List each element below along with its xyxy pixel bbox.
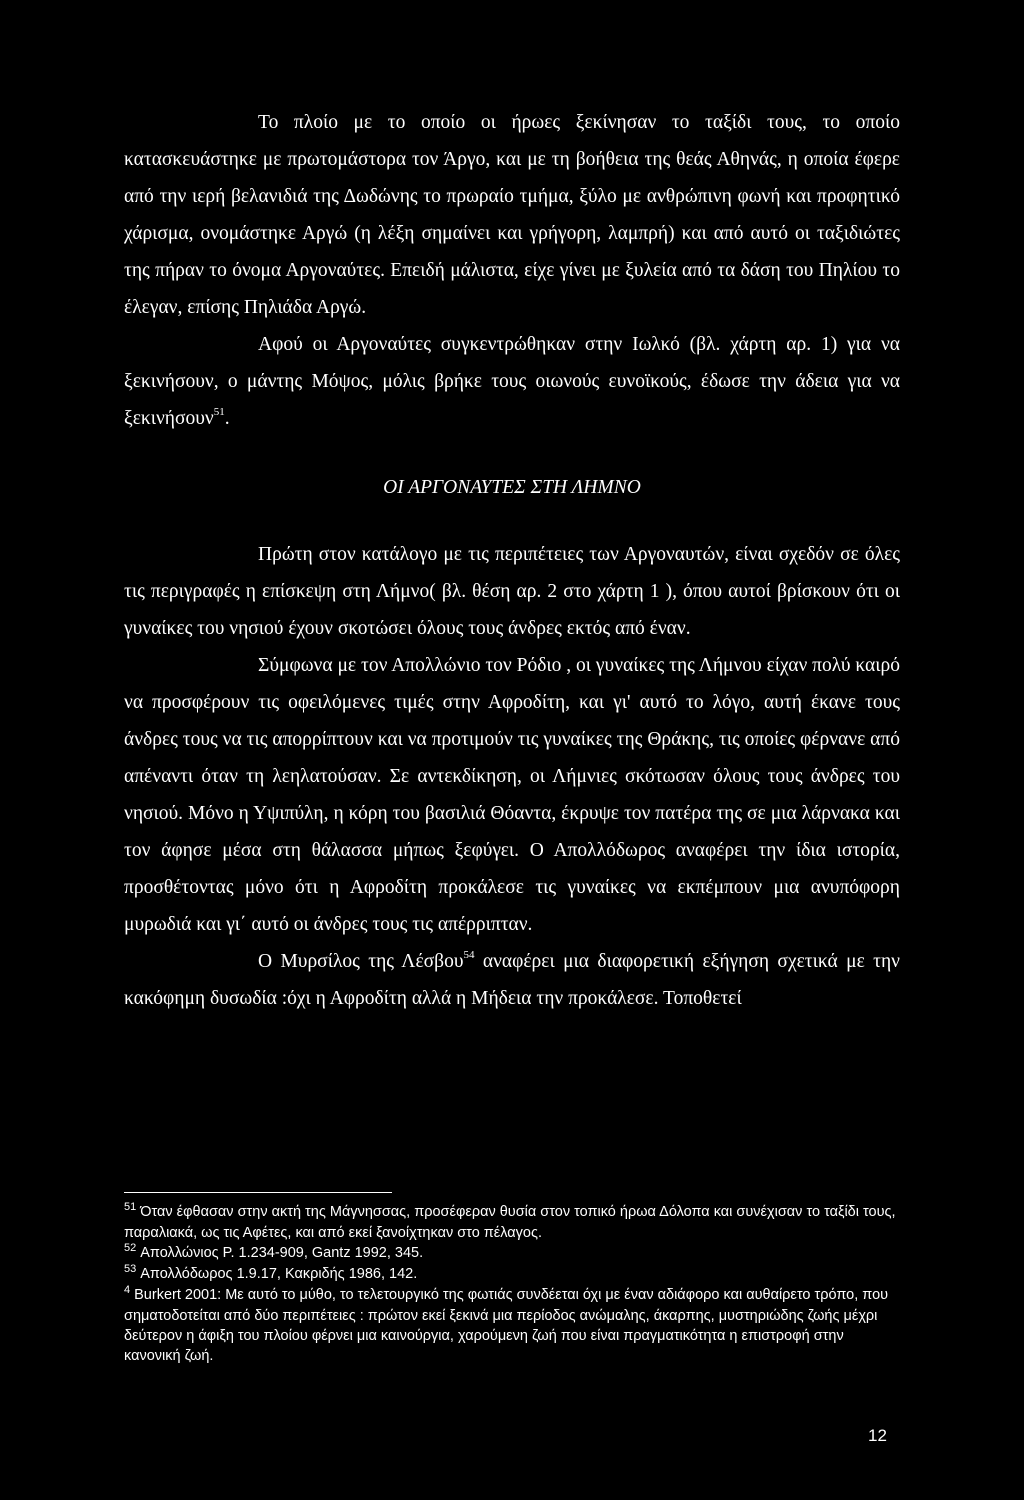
- paragraph-departure-tail: .: [224, 408, 230, 429]
- paragraph-apollonius: [124, 647, 900, 943]
- footnotes: [124, 1202, 900, 1366]
- paragraph-myrsilos: [124, 943, 900, 1017]
- paragraph-departure-text: Αφού οι Αργοναύτες συγκεντρώθηκαν στην Ιωλκό (βλ. χάρτη αρ. 1) για να ξεκινήσουν, ο μάντης Μόψος, μόλις βρήκε τους οιωνούς ευνοϊκούς, έδωσε την άδεια για να ξεκινήσουν: [124, 334, 900, 429]
- footnote-mark: 53: [124, 1263, 137, 1275]
- footnote-mark: 52: [124, 1242, 137, 1254]
- paragraph-departure: [124, 326, 900, 437]
- paragraph-apollonius-text: Σύμφωνα με τον Απολλώνιο τον Ρόδιο , οι γυναίκες της Λήμνου είχαν πολύ καιρό να προσφέρουν τις οφειλόμενες τιμές στην Αφροδίτη, και γι' αυτό το λόγο, αυτή έκανε τους άνδρες τους να τις απορρίπτουν και να προτιμούν τις γυναίκες της Θράκης, τις οποίες φέρνανε από απέναντι όταν τη λεηλατούσαν. Σε αντεκδίκηση, οι Λήμνιες σκότωσαν όλους τους άνδρες του νησιού. Μόνο η Υψιπύλη, η κόρη του βασιλιά Θόαντα, έκρυψε τον πατέρα της σε μια λάρνακα και τον άφησε μέσα στη θάλασσα μήπως ξεφύγει. Ο Απολλόδωρος αναφέρει την ίδια ιστορία, προσθέτοντας μόνο ότι η Αφροδίτη προκάλεσε τις γυναίκες να εκπέμπουν μια ανυπόφορη μυρωδιά και γι΄ αυτό οι άνδρες τους τις απέρριπταν.: [124, 655, 900, 935]
- footnote-divider: [124, 1192, 392, 1193]
- footnote-mark: 51: [124, 1201, 137, 1213]
- footnote-reference[interactable]: 51: [213, 406, 225, 418]
- footnote-mark: 4: [124, 1284, 131, 1296]
- footnote-item: [124, 1243, 900, 1264]
- footnote-text: Burkert 2001: Με αυτό το μύθο, το τελετουργικό της φωτιάς συνδέεται όχι με έναν αδιάφορο και αυθαίρετο τρόπο, που σηματοδοτείται από δύο περιπέτειες : πρώτον εκεί ξεκινά μια περίοδος ανώμαλης, άκαρπης, μυστηριώδης ζωής μέχρι δεύτερον η άφιξη του πλοίου φέρνει μια καινούργια, χαρούμενη ζωή που είναι πραγματικότητα η επιστροφή στην κανονική ζωή.: [124, 1287, 889, 1364]
- body-text: [124, 104, 900, 1017]
- page-number: 12: [868, 1426, 887, 1445]
- section-heading: ΟΙ ΑΡΓΟΝΑΥΤΕΣ ΣΤΗ ΛΗΜΝΟ: [383, 477, 641, 498]
- paragraph-argo: [124, 104, 900, 326]
- paragraph-lemnos-intro-text: Πρώτη στον κατάλογο με τις περιπέτειες των Αργοναυτών, είναι σχεδόν σε όλες τις περιγραφές η επίσκεψη στη Λήμνο( βλ. θέση αρ. 2 στο χάρτη 1 ), όπου αυτοί βρίσκουν ότι οι γυναίκες του νησιού έχουν σκοτώσει όλους τους άνδρες εκτός από έναν.: [124, 544, 900, 639]
- footnote-text: Όταν έφθασαν στην ακτή της Μάγνησσας, προσέφεραν θυσία στον τοπικό ήρωα Δόλοπα και συνέχισαν το ταξίδι τους, παραλιακά, ως τις Αφέτες, και από εκεί ξανοίχτηκαν στο πέλαγος.: [124, 1204, 896, 1241]
- footnote-item: [124, 1264, 900, 1285]
- footnote-text: Απολλώνιος Ρ. 1.234-909, Gantz 1992, 345.: [140, 1245, 424, 1261]
- footnote-item: [124, 1285, 900, 1366]
- paragraph-myrsilos-tail: αναφέρει μια διαφορετική εξήγηση σχετικά με την κακόφημη δυσωδία :όχι η Αφροδίτη αλλά η Μήδεια την προκάλεσε. Τοποθετεί: [124, 951, 900, 1009]
- paragraph-lemnos-intro: [124, 536, 900, 647]
- paragraph-argo-text: Το πλοίο με το οποίο οι ήρωες ξεκίνησαν το ταξίδι τους, το οποίο κατασκευάστηκε με πρωτομάστορα τον Άργο, και με τη βοήθεια της θεάς Αθηνάς, η οποία έφερε από την ιερή βελανιδιά της Δωδώνης το πρωραίο τμήμα, ξύλο με ανθρώπινη φωνή και προφητικό χάρισμα, ονομάστηκε Αργώ (η λέξη σημαίνει και γρήγορη, λαμπρή) και από αυτό οι ταξιδιώτες της πήραν το όνομα Αργοναύτες. Επειδή μάλιστα, είχε γίνει με ξυλεία από τα δάση του Πηλίου το έλεγαν, επίσης Πηλιάδα Αργώ.: [124, 112, 900, 318]
- footnote-text: Απολλόδωρος 1.9.17, Κακριδής 1986, 142.: [140, 1266, 418, 1282]
- paragraph-myrsilos-text: Ο Μυρσίλος της Λέσβου: [258, 951, 464, 972]
- footnote-item: [124, 1202, 900, 1243]
- footnote-reference[interactable]: 54: [463, 949, 475, 961]
